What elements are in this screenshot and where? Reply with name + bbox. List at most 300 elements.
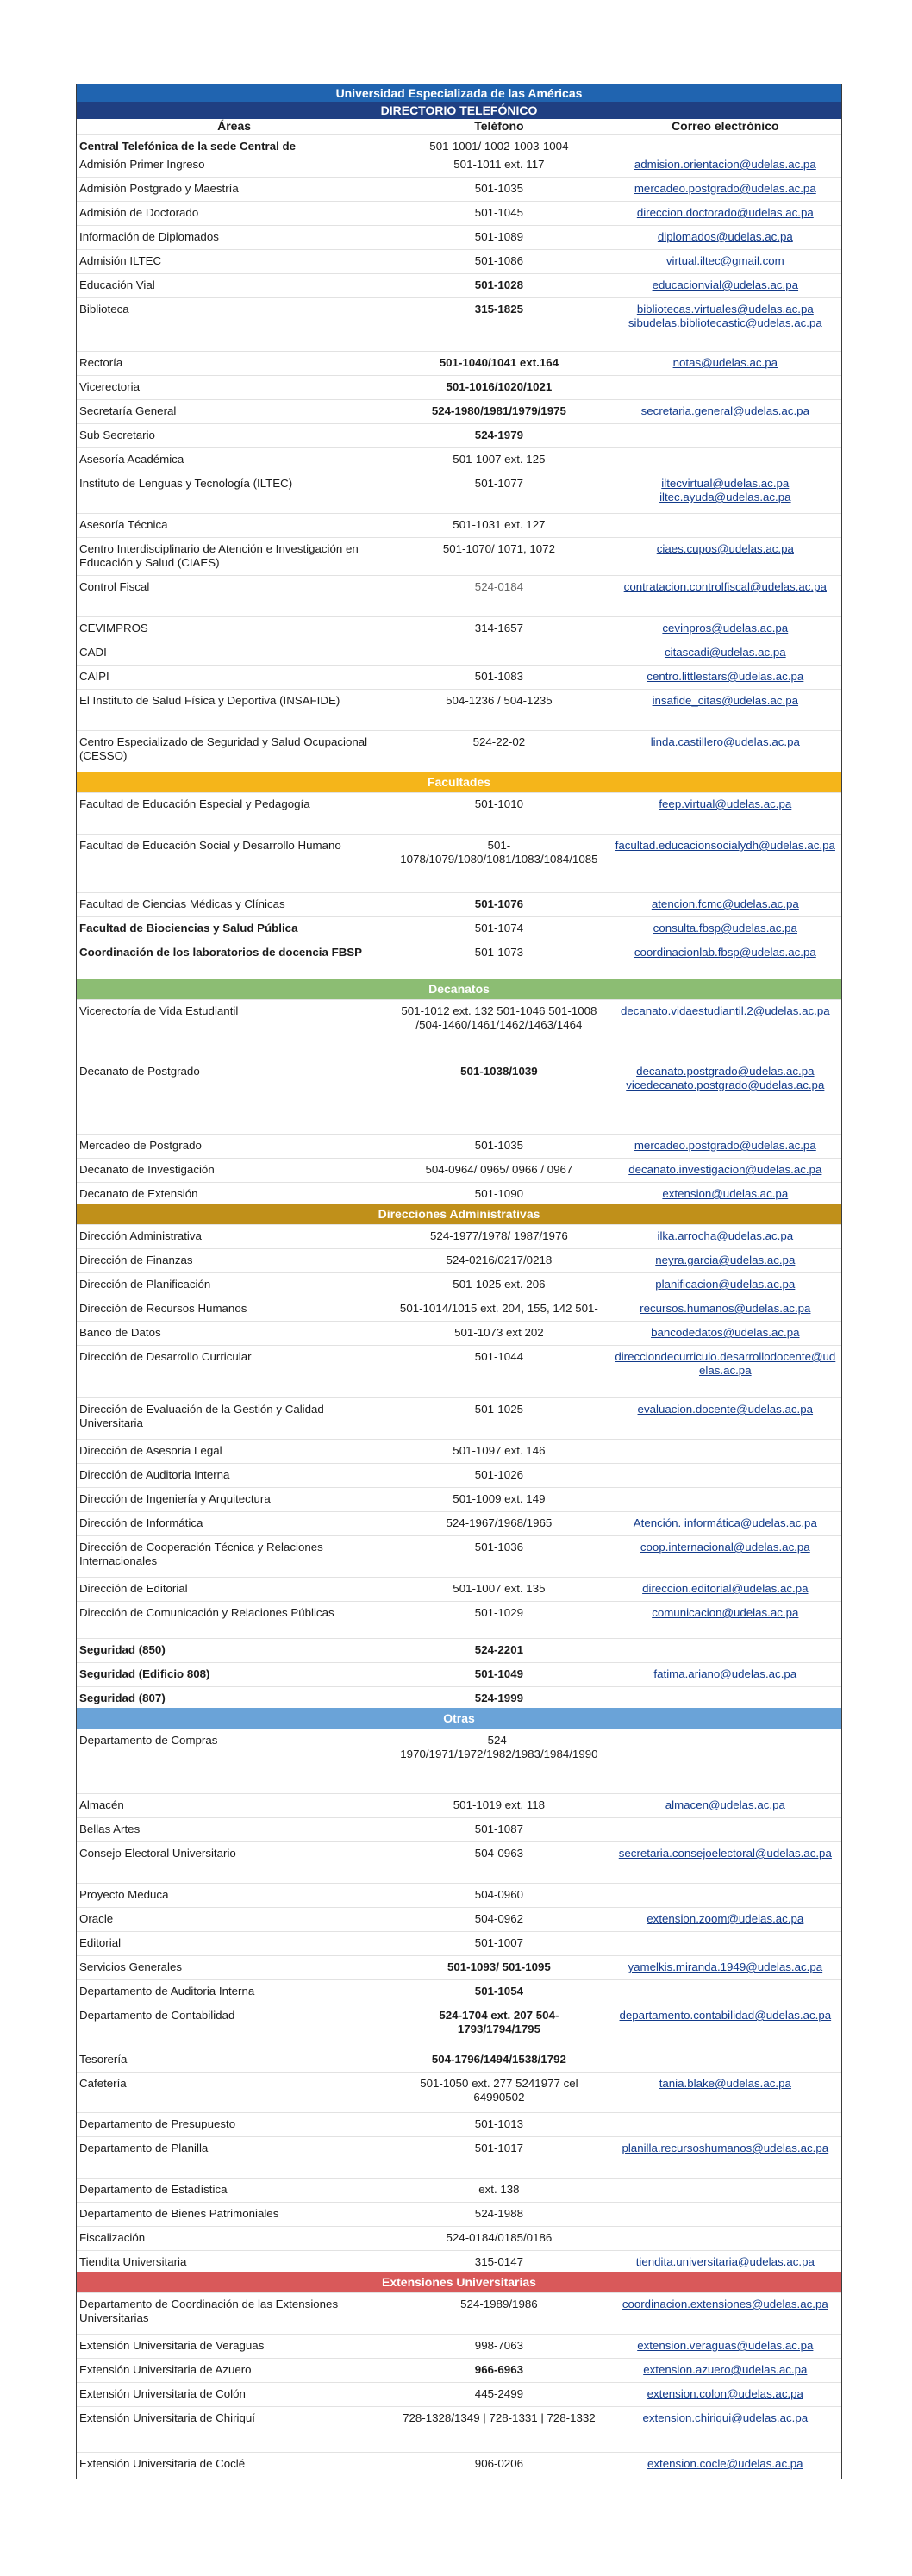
email-cell	[609, 2073, 841, 2112]
email-link[interactable]: coordinacionlab.fbsp@udelas.ac.pa	[634, 946, 816, 959]
table-row	[77, 1511, 841, 1535]
table-row	[77, 2202, 841, 2226]
phone-number: 966-6963	[474, 2363, 523, 2376]
email-link[interactable]: extension@udelas.ac.pa	[662, 1187, 789, 1200]
table-row	[77, 1601, 841, 1638]
email-cell	[609, 135, 841, 153]
email-link[interactable]: vicedecanato.postgrado@udelas.ac.pa	[626, 1079, 825, 1091]
table-row	[77, 1297, 841, 1321]
email-link[interactable]: ciaes.cupos@udelas.ac.pa	[656, 542, 794, 555]
email-cell	[609, 666, 841, 689]
area-name: Decanato de Investigación	[79, 1163, 215, 1176]
section-heading: Facultades	[77, 772, 841, 792]
email-cell	[609, 1000, 841, 1060]
table-row	[77, 641, 841, 665]
area-name: Editorial	[79, 1936, 122, 1949]
area-name: Admisión de Doctorado	[79, 206, 199, 219]
phone-number: 501-1031 ext. 127	[453, 518, 546, 531]
email-link[interactable]: extension.veraguas@udelas.ac.pa	[637, 2339, 814, 2352]
email-cell	[609, 2293, 841, 2334]
email-link[interactable]: elas.ac.pa	[698, 1364, 752, 1377]
area-name: Dirección de Ingeniería y Arquitectura	[79, 1492, 271, 1505]
table-row	[77, 2072, 841, 2112]
area-name: Sub Secretario	[79, 428, 155, 441]
area-name: Extensión Universitaria de Coclé	[79, 2457, 246, 2470]
email-link[interactable]: extension.chiriqui@udelas.ac.pa	[642, 2411, 809, 2424]
phone-line: 524-	[487, 1734, 511, 1747]
email-link[interactable]: contratacion.controlfiscal@udelas.ac.pa	[623, 580, 827, 593]
phone-number: 501-1026	[474, 1468, 523, 1481]
table-row	[77, 1224, 841, 1248]
phone-number: 501-1044	[474, 1350, 523, 1363]
email-link[interactable]: extension.colon@udelas.ac.pa	[647, 2387, 803, 2400]
phone-number	[389, 2073, 609, 2112]
phone-number: 524-0216/0217/0218	[446, 1254, 553, 1266]
table-row	[77, 1272, 841, 1297]
email-link[interactable]: tiendita.universitaria@udelas.ac.pa	[635, 2255, 815, 2268]
email-cell	[609, 448, 841, 472]
area-name: Seguridad (850)	[79, 1643, 166, 1656]
phone-number: 501-1074	[474, 922, 523, 935]
email-cell	[609, 250, 841, 273]
phone-number	[389, 641, 609, 665]
phone-line: 1793/1794/1795	[457, 2023, 540, 2035]
phone-number: 524-1979	[474, 428, 523, 441]
table-row	[77, 616, 841, 641]
phone-number: 501-1090	[474, 1187, 523, 1200]
area-name: Dirección de Planificación	[79, 1278, 211, 1291]
table-row	[77, 447, 841, 472]
email-link[interactable]: decanato.postgrado@udelas.ac.pa	[636, 1065, 815, 1078]
area-name: Dirección de Finanzas	[79, 1254, 193, 1266]
table-row	[77, 153, 841, 177]
table-row	[77, 423, 841, 447]
area-name: Decanato de Extensión	[79, 1187, 198, 1200]
phone-number: 501-1089	[474, 230, 523, 243]
area-name: Servicios Generales	[79, 1960, 182, 1973]
email-cell	[609, 514, 841, 537]
phone-number: 524-0184/0185/0186	[446, 2231, 553, 2244]
phone-number: 524-1988	[474, 2207, 523, 2220]
phone-number: 504-1236 / 504-1235	[446, 694, 553, 707]
email-cell	[609, 2453, 841, 2479]
phone-number: 501-1077	[474, 477, 523, 490]
email-link[interactable]: almacen@udelas.ac.pa	[665, 1798, 785, 1811]
area-name: Dirección de Informática	[79, 1516, 203, 1529]
phone-number: 504-0963	[474, 1847, 523, 1860]
email-cell	[609, 1578, 841, 1601]
phone-number: 501-1028	[474, 278, 523, 291]
area-name: Proyecto Meduca	[79, 1888, 169, 1901]
email-cell	[609, 298, 841, 351]
phone-number: 445-2499	[474, 2387, 523, 2400]
email-link[interactable]: facultad.educacionsocialydh@udelas.ac.pa	[615, 839, 835, 852]
table-row	[77, 225, 841, 249]
table-row	[77, 375, 841, 399]
area-name: Consejo Electoral Universitario	[79, 1847, 236, 1860]
email-cell	[609, 1249, 841, 1272]
phone-number: 501-1076	[474, 897, 523, 910]
phone-number: 501-1083	[474, 670, 523, 683]
email-cell	[609, 376, 841, 399]
email-cell	[609, 178, 841, 201]
table-row	[77, 1638, 841, 1662]
area-name: CEVIMPROS	[79, 622, 148, 635]
phone-number: 504-0962	[474, 1912, 523, 1925]
table-row	[77, 1182, 841, 1204]
area-name: CAIPI	[79, 670, 109, 683]
table-row	[77, 1134, 841, 1158]
area-name: Dirección de Asesoría Legal	[79, 1444, 222, 1457]
table-row	[77, 1248, 841, 1272]
area-name: Control Fiscal	[79, 580, 150, 593]
email-cell	[609, 2335, 841, 2358]
area-name: Asesoría Técnica	[79, 518, 168, 531]
area-name: Vicerectoria	[79, 380, 140, 393]
area-name: Dirección de Desarrollo Curricular	[79, 1350, 252, 1363]
email-cell	[609, 1512, 841, 1535]
email-cell	[609, 2359, 841, 2382]
email-cell	[609, 153, 841, 177]
email-cell	[609, 1602, 841, 1638]
table-row	[77, 2358, 841, 2382]
table-row	[77, 1060, 841, 1134]
table-row	[77, 2382, 841, 2406]
area-name: Fiscalización	[79, 2231, 146, 2244]
email-link[interactable]: diplomados@udelas.ac.pa	[657, 230, 793, 243]
email-cell	[609, 1464, 841, 1487]
table-row	[77, 999, 841, 1060]
email-link[interactable]: yamelkis.miranda.1949@udelas.ac.pa	[628, 1960, 823, 1973]
email-cell	[609, 690, 841, 730]
email-cell	[609, 2113, 841, 2136]
table-row	[77, 1793, 841, 1817]
email-link[interactable]: tania.blake@udelas.ac.pa	[659, 2077, 791, 2090]
email-cell	[609, 835, 841, 892]
email-link[interactable]: educacionvial@udelas.ac.pa	[652, 278, 799, 291]
table-row	[77, 2112, 841, 2136]
phone-line: 501-	[487, 839, 511, 852]
email-link[interactable]: neyra.garcia@udelas.ac.pa	[655, 1254, 796, 1266]
table-row	[77, 1535, 841, 1577]
area-name: Asesoría Académica	[79, 453, 184, 466]
area-name: Departamento de Compras	[79, 1734, 218, 1747]
email-link[interactable]: coop.internacional@udelas.ac.pa	[640, 1541, 810, 1554]
area-name: Departamento de Planilla	[79, 2141, 209, 2154]
email-link[interactable]: admision.orientacion@udelas.ac.pa	[634, 158, 816, 171]
email-cell	[609, 2004, 841, 2048]
area-name: Departamento de Presupuesto	[79, 2117, 236, 2130]
table-row	[77, 575, 841, 616]
table-row	[77, 916, 841, 941]
table-row	[77, 1979, 841, 2004]
phone-number: 501-1025 ext. 206	[453, 1278, 546, 1291]
phone-number: 524-1999	[474, 1691, 523, 1704]
email-link[interactable]: direccion.editorial@udelas.ac.pa	[642, 1582, 809, 1595]
email-link[interactable]: direcciondecurriculo.desarrollodocente@ud	[615, 1350, 836, 1363]
phone-line: 1970/1971/1972/1982/1983/1984/1990	[400, 1748, 598, 1760]
email-cell	[609, 2407, 841, 2452]
email-cell	[609, 1346, 841, 1397]
table-row	[77, 1817, 841, 1841]
area-name: Coordinación de los laboratorios de docencia FBSP	[79, 946, 363, 959]
email-cell	[609, 538, 841, 575]
email-cell	[609, 917, 841, 941]
table-row	[77, 472, 841, 513]
area-name: Biblioteca	[79, 303, 129, 316]
table-row	[77, 2250, 841, 2272]
phone-number: 501-1025	[474, 1403, 523, 1416]
directory-sheet	[76, 84, 842, 2479]
table-row	[77, 1686, 841, 1708]
email-cell	[609, 226, 841, 249]
email-cell	[609, 1273, 841, 1297]
area-name: Centro Especializado de Seguridad y Salud Ocupacional (CESSO)	[79, 735, 368, 762]
email-link[interactable]: departamento.contabilidad@udelas.ac.pa	[619, 2009, 832, 2022]
area-name: Oracle	[79, 1912, 114, 1925]
email-link[interactable]: mercadeo.postgrado@udelas.ac.pa	[634, 182, 816, 195]
email-cell	[609, 1060, 841, 1134]
phone-number: 501-1035	[474, 182, 523, 195]
email-cell	[609, 1932, 841, 1955]
phone-line: 501-1050 ext. 277 5241977 cel	[420, 2077, 578, 2090]
email-link[interactable]: ilka.arrocha@udelas.ac.pa	[657, 1229, 794, 1242]
column-header-areas: Áreas	[217, 119, 252, 133]
table-row	[77, 2406, 841, 2452]
table-row	[77, 2452, 841, 2479]
table-row	[77, 2004, 841, 2048]
table-row	[77, 1662, 841, 1686]
table-row	[77, 2178, 841, 2202]
email-link[interactable]: secretaria.general@udelas.ac.pa	[640, 404, 809, 417]
phone-number: 501-1010	[474, 797, 523, 810]
email-link[interactable]: comunicacion@udelas.ac.pa	[652, 1606, 799, 1619]
table-row	[77, 1907, 841, 1931]
email-link[interactable]: citascadi@udelas.ac.pa	[664, 646, 786, 659]
phone-number	[389, 2004, 609, 2048]
email-link[interactable]: extension.cocle@udelas.ac.pa	[647, 2457, 803, 2470]
table-row	[77, 1345, 841, 1397]
phone-line: 64990502	[473, 2091, 525, 2104]
phone-number: 524-22-02	[472, 735, 526, 748]
table-row	[77, 2226, 841, 2250]
table-row	[77, 1321, 841, 1345]
area-name: Bellas Artes	[79, 1823, 141, 1835]
area-name: Extensión Universitaria de Veraguas	[79, 2339, 265, 2352]
phone-number: 501-1070/ 1071, 1072	[442, 542, 555, 555]
email-cell	[609, 352, 841, 375]
section-heading: Extensiones Universitarias	[77, 2272, 841, 2292]
email-link[interactable]: extension.azuero@udelas.ac.pa	[643, 2363, 808, 2376]
email-link[interactable]: extension.zoom@udelas.ac.pa	[647, 1912, 804, 1925]
email-cell	[609, 1908, 841, 1931]
email-link[interactable]: sibudelas.bibliotecastic@udelas.ac.pa	[628, 316, 822, 329]
email-link[interactable]: iltec.ayuda@udelas.ac.pa	[659, 491, 791, 503]
phone-number: 501-1007	[474, 1936, 523, 1949]
area-name: El Instituto de Salud Física y Deportiva (INSAFIDE)	[79, 694, 340, 707]
university-title: Universidad Especializada de las Américas	[77, 84, 841, 102]
phone-line: 524-1704 ext. 207 504-	[439, 2009, 559, 2022]
email-link[interactable]: direccion.doctorado@udelas.ac.pa	[636, 206, 814, 219]
email-link: linda.castillero@udelas.ac.pa	[650, 735, 800, 748]
phone-number: 501-1045	[474, 206, 523, 219]
phone-number: 501-1019 ext. 118	[453, 1798, 545, 1811]
table-row	[77, 792, 841, 834]
email-cell	[609, 793, 841, 834]
phone-number: 524-0184	[474, 580, 523, 593]
email-link[interactable]: mercadeo.postgrado@udelas.ac.pa	[634, 1139, 816, 1152]
column-header-email: Correo electrónico	[672, 119, 779, 133]
phone-number: 501-1013	[474, 2117, 523, 2130]
phone-line: 501-1012 ext. 132 501-1046 501-1008	[401, 1004, 597, 1017]
phone-number: 501-1011 ext. 117	[453, 158, 545, 171]
table-row	[77, 892, 841, 916]
phone-number: 906-0206	[474, 2457, 523, 2470]
email-cell	[609, 472, 841, 513]
email-link[interactable]: centro.littlestars@udelas.ac.pa	[647, 670, 804, 683]
phone-number: 524-1989/1986	[460, 2298, 538, 2310]
phone-number: 501-1016/1020/1021	[446, 380, 553, 393]
area-name: Secretaría General	[79, 404, 177, 417]
area-name: Departamento de Auditoria Interna	[79, 1985, 255, 1998]
email-cell	[609, 893, 841, 916]
column-header-phone: Teléfono	[474, 119, 524, 133]
email-cell	[609, 400, 841, 423]
area-name: Departamento de Estadística	[79, 2183, 228, 2196]
email-link[interactable]: notas@udelas.ac.pa	[672, 356, 778, 369]
table-row	[77, 399, 841, 423]
table-row	[77, 730, 841, 772]
area-name: Dirección de Recursos Humanos	[79, 1302, 247, 1315]
phone-number: 501-1014/1015 ext. 204, 155, 142 501-	[399, 1302, 598, 1315]
phone-line: /504-1460/1461/1462/1463/1464	[415, 1018, 583, 1031]
email-cell	[609, 1842, 841, 1883]
phone-number: 501-1097 ext. 146	[453, 1444, 546, 1457]
email-link[interactable]: consulta.fbsp@udelas.ac.pa	[653, 922, 797, 935]
area-name: Almacén	[79, 1798, 124, 1811]
email-link[interactable]: bancodedatos@udelas.ac.pa	[651, 1326, 800, 1339]
email-link[interactable]: decanato.investigacion@udelas.ac.pa	[628, 1163, 822, 1176]
phone-number: 501-1035	[474, 1139, 523, 1152]
table-row	[77, 1729, 841, 1793]
directory-sections	[77, 134, 841, 2479]
table-row	[77, 134, 841, 153]
area-name: Extensión Universitaria de Colón	[79, 2387, 246, 2400]
email-link[interactable]: secretaria.consejoelectoral@udelas.ac.pa	[618, 1847, 832, 1860]
email-cell	[609, 424, 841, 447]
area-name: Facultad de Biociencias y Salud Pública	[79, 922, 298, 935]
phone-number: 504-1796/1494/1538/1792	[431, 2053, 566, 2066]
email-link[interactable]: recursos.humanos@udelas.ac.pa	[640, 1302, 811, 1315]
area-name: Seguridad (807)	[79, 1691, 166, 1704]
email-cell	[609, 2383, 841, 2406]
area-name: Dirección de Editorial	[79, 1582, 188, 1595]
phone-number: 524-1967/1968/1965	[446, 1516, 553, 1529]
directory-subtitle: DIRECTORIO TELEFÓNICO	[77, 102, 841, 119]
email-link[interactable]: fatima.ariano@udelas.ac.pa	[653, 1667, 797, 1680]
email-link: Atención. informática@udelas.ac.pa	[633, 1516, 817, 1529]
email-link[interactable]: planificacion@udelas.ac.pa	[655, 1278, 796, 1291]
area-name: Educación Vial	[79, 278, 155, 291]
section-heading: Otras	[77, 1708, 841, 1729]
email-cell	[609, 1980, 841, 2004]
table-row	[77, 1439, 841, 1463]
email-link[interactable]: atencion.fcmc@udelas.ac.pa	[651, 897, 799, 910]
email-link[interactable]: virtual.iltec@gmail.com	[665, 254, 784, 267]
area-name: Tesorería	[79, 2053, 128, 2066]
email-link[interactable]: bibliotecas.virtuales@udelas.ac.pa	[636, 303, 814, 316]
table-row	[77, 834, 841, 892]
area-name: Centro Interdisciplinario de Atención e Investigación en Educación y Salud (CIAES)	[79, 542, 359, 569]
area-name: Seguridad (Edificio 808)	[79, 1667, 210, 1680]
phone-number: 501-1087	[474, 1823, 523, 1835]
area-name: Dirección de Evaluación de la Gestión y Calidad Universitaria	[79, 1403, 324, 1429]
table-row	[77, 249, 841, 273]
phone-number: 501-1054	[474, 1985, 523, 1998]
email-cell	[609, 941, 841, 979]
area-name: Central Telefónica de la sede Central de	[79, 140, 296, 153]
area-name: Tiendita Universitaria	[79, 2255, 187, 2268]
phone-number: 501-1038/1039	[460, 1065, 538, 1078]
email-cell	[609, 2251, 841, 2272]
phone-number: 501-1007 ext. 125	[453, 453, 546, 466]
email-link[interactable]: feep.virtual@udelas.ac.pa	[659, 797, 792, 810]
table-row	[77, 1487, 841, 1511]
phone-number: 504-0960	[474, 1888, 523, 1901]
email-link[interactable]: planilla.recursoshumanos@udelas.ac.pa	[622, 2141, 829, 2154]
email-cell	[609, 641, 841, 665]
area-name: Facultad de Educación Social y Desarrollo Humano	[79, 839, 341, 852]
table-row	[77, 2136, 841, 2178]
phone-number	[389, 1000, 609, 1060]
phone-number: 501-1036	[474, 1541, 523, 1554]
email-cell	[609, 1225, 841, 1248]
area-name: Extensión Universitaria de Chiriquí	[79, 2411, 255, 2424]
table-row	[77, 665, 841, 689]
email-cell	[609, 1956, 841, 1979]
email-link[interactable]: coordinacion.extensiones@udelas.ac.pa	[622, 2298, 828, 2310]
area-name: Dirección de Auditoria Interna	[79, 1468, 230, 1481]
phone-number: 504-0964/ 0965/ 0966 / 0967	[425, 1163, 573, 1176]
email-cell	[609, 1297, 841, 1321]
email-cell	[609, 1159, 841, 1182]
email-cell	[609, 1729, 841, 1793]
email-link[interactable]: insafide_citas@udelas.ac.pa	[652, 694, 799, 707]
phone-number: 524-1977/1978/ 1987/1976	[430, 1229, 568, 1242]
area-name: Dirección de Cooperación Técnica y Relaciones Internacionales	[79, 1541, 323, 1567]
email-cell	[609, 2227, 841, 2250]
email-cell	[609, 1536, 841, 1577]
phone-number: 501-1073 ext 202	[454, 1326, 544, 1339]
area-name: CADI	[79, 646, 107, 659]
phone-number: 501-1029	[474, 1606, 523, 1619]
phone-number: 728-1328/1349 | 728-1331 | 728-1332	[403, 2411, 596, 2424]
section-heading: Direcciones Administrativas	[77, 1204, 841, 1224]
table-row	[77, 941, 841, 979]
phone-number: ext. 138	[478, 2183, 520, 2196]
phone-number: 501-1017	[474, 2141, 523, 2154]
email-link[interactable]: decanato.vidaestudiantil.2@udelas.ac.pa	[620, 1004, 830, 1017]
email-cell	[609, 2203, 841, 2226]
email-link[interactable]: cevinpros@udelas.ac.pa	[662, 622, 789, 635]
phone-number	[389, 1729, 609, 1793]
area-name: Rectoría	[79, 356, 123, 369]
email-link[interactable]: iltecvirtual@udelas.ac.pa	[661, 477, 790, 490]
email-link[interactable]: evaluacion.docente@udelas.ac.pa	[637, 1403, 814, 1416]
section-heading: Decanatos	[77, 979, 841, 999]
email-cell	[609, 202, 841, 225]
column-headers	[77, 119, 841, 134]
